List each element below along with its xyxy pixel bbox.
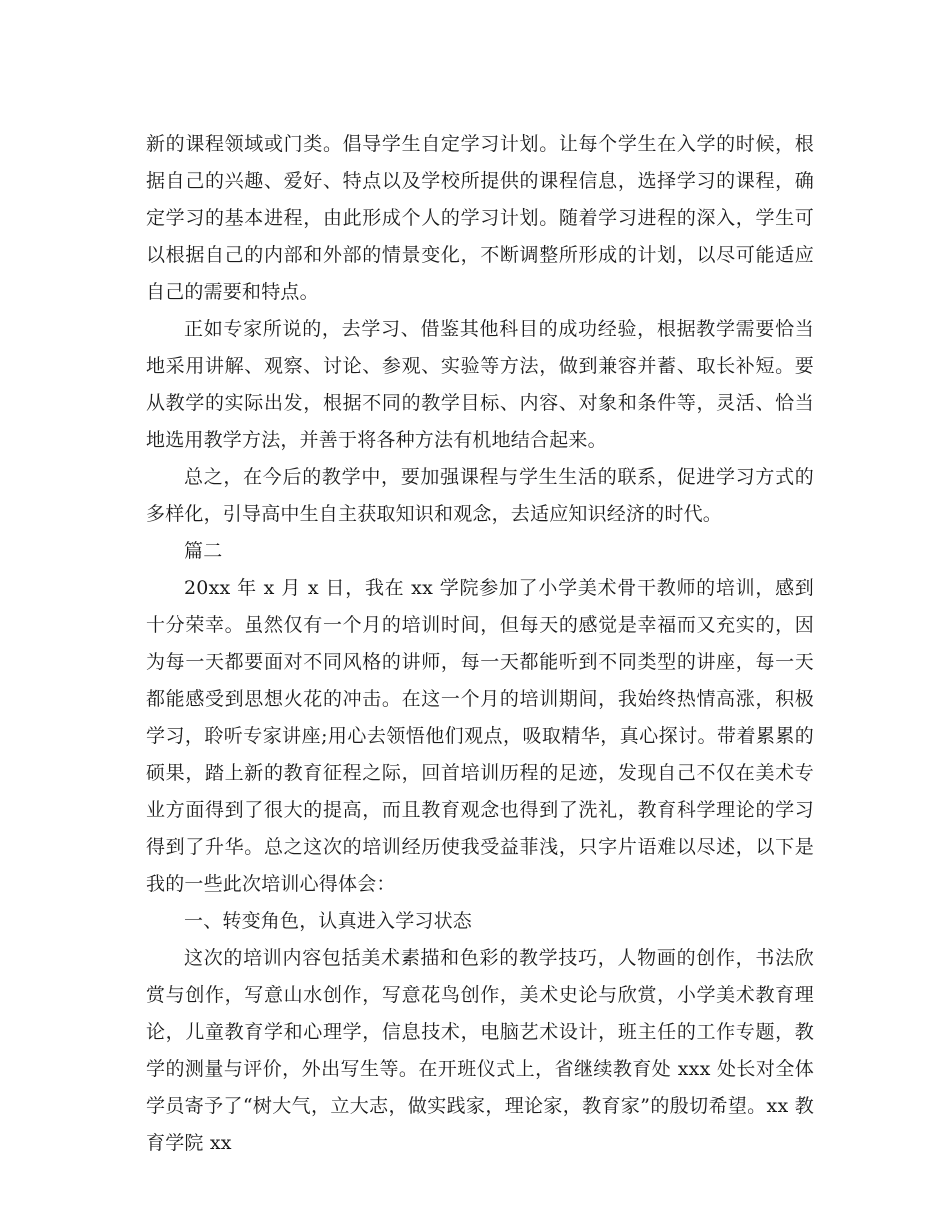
paragraph-training-intro: 20xx 年 x 月 x 日，我在 xx 学院参加了小学美术骨干教师的培训，感到十分荣幸。虽然仅有一个月的培训时间，但每天的感觉是幸福而又充实的，因为每一天都要面对不同风格的讲师，每一天都能听到不同类型的讲座，每一天都能感受到思想火花的冲击。在这一个月的培训期间，我始终热情高涨，积极学习，聆听专家讲座;用心去领悟他们观点，吸取精华，真心探讨。带着累累的硕果，踏上新的教育征程之际，回首培训历程的足迹，发现自己不仅在美术专业方面得到了很大的提高，而且教育观念也得到了洗礼，教育科学理论的学习得到了升华。总之这次的培训经历使我受益菲浅，只字片语难以尽述，以下是我的一些此次培训心得体会：: [146, 577, 814, 895]
paragraph-expert-methods: 正如专家所说的，去学习、借鉴其他科目的成功经验，根据教学需要恰当地采用讲解、观察、讨论、参观、实验等方法，做到兼容并蓄、取长补短。要从教学的实际出发，根据不同的教学目标、内容、对象和条件等，灵活、恰当地选用教学方法，并善于将各种方法有机地结合起来。: [146, 318, 814, 451]
section-heading-part-two: 篇二: [184, 540, 223, 562]
paragraph-continuation: 新的课程领域或门类。倡导学生自定学习计划。让每个学生在入学的时候，根据自己的兴趣、爱好、特点以及学校所提供的课程信息，选择学习的课程，确定学习的基本进程，由此形成个人的学习计划。随着学习进程的深入，学生可以根据自己的内部和外部的情景变化，不断调整所形成的计划，以尽可能适应自己的需要和特点。: [146, 133, 814, 303]
document-body: [146, 126, 814, 1162]
subheading-change-role: 一、转变角色，认真进入学习状态: [184, 910, 473, 932]
paragraph-training-content: 这次的培训内容包括美术素描和色彩的教学技巧，人物画的创作，书法欣赏与创作，写意山水创作，写意花鸟创作，美术史论与欣赏，小学美术教育理论，儿童教育学和心理学，信息技术，电脑艺术设计，班主任的工作专题，教学的测量与评价，外出写生等。在开班仪式上，省继续教育处 xxx 处长对全体学员寄予了“树大气，立大志，做实践家，理论家，教育家”的殷切希望。xx 教育学院 xx: [146, 947, 814, 1154]
paragraph-conclusion: 总之，在今后的教学中，要加强课程与学生生活的联系，促进学习方式的多样化，引导高中生自主获取知识和观念，去适应知识经济的时代。: [146, 466, 814, 525]
